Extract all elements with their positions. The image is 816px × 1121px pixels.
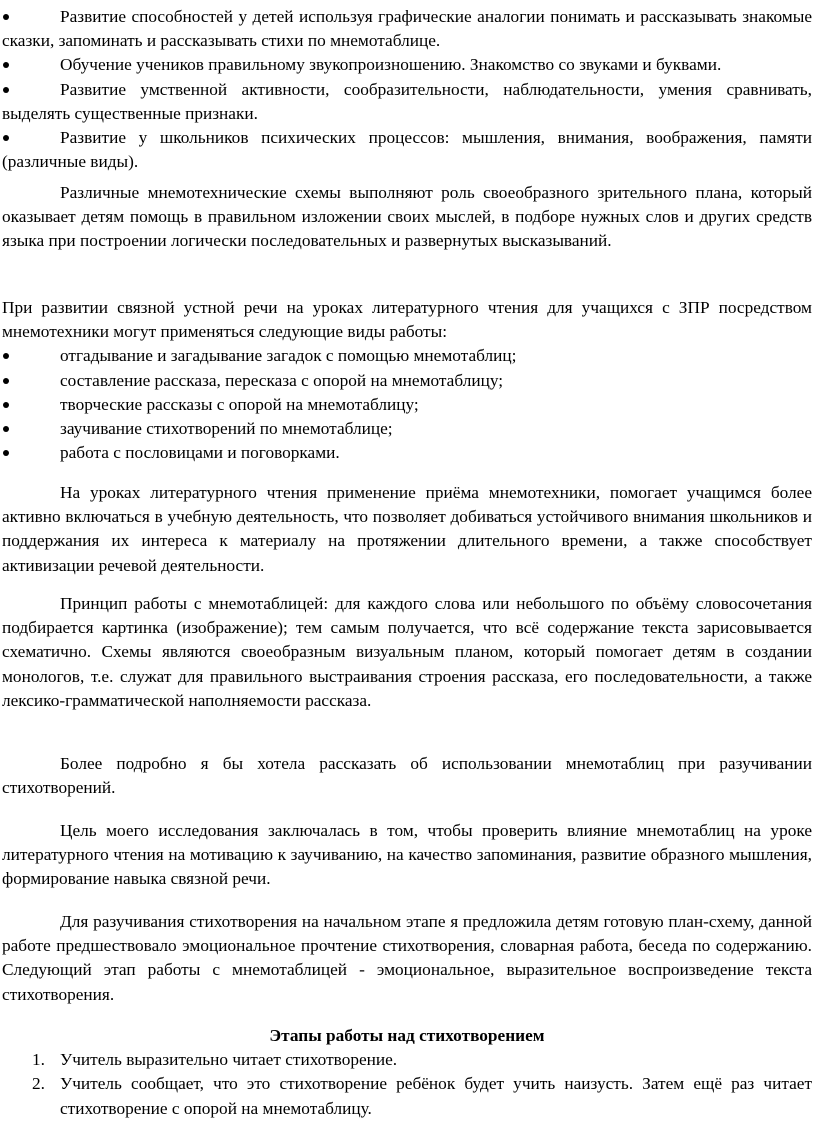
works-list xyxy=(2,344,812,465)
list-item: составление рассказа, пересказа с опорой на мнемотаблицу; xyxy=(2,369,812,393)
bullet-icon xyxy=(3,62,9,68)
list-item: отгадывание и загадывание загадок с помощью мнемотаблиц; xyxy=(2,344,812,368)
list-item: работа с пословицами и поговорками. xyxy=(2,441,812,465)
list-item: заучивание стихотворений по мнемотаблице; xyxy=(2,417,812,441)
list-item: 1. Учитель выразительно читает стихотворение. xyxy=(32,1050,398,1070)
list-item: Обучение учеников правильному звукопроизношению. Знакомство со звуками и буквами. xyxy=(2,53,812,77)
goals-list xyxy=(2,5,812,174)
paragraph-more: Более подробно я бы хотела рассказать об использовании мнемотаблиц при разучивании стихотворений. xyxy=(2,754,812,798)
bullet-icon xyxy=(3,87,9,93)
bullet-icon xyxy=(3,426,9,432)
paragraph-goal: Цель моего исследования заключалась в том, чтобы проверить влияние мнемотаблиц на уроке литературного чтения на мотивацию к заучиванию, на качество запоминания, развитие образного мышления, формирование навыка связной речи. xyxy=(2,821,812,889)
stages-heading: Этапы работы над стихотворением xyxy=(269,1026,545,1045)
list-item: Развитие умственной активности, сообразительности, наблюдательности, умения сравнивать, выделять существенные признаки. xyxy=(2,79,812,123)
list-item: Развитие способностей у детей используя графические аналогии понимать и рассказывать знакомые сказки, запоминать и рассказывать стихи по мнемотаблице. xyxy=(2,7,812,51)
stages-list xyxy=(2,1048,812,1121)
bullet-icon xyxy=(3,450,9,456)
bullet-icon xyxy=(3,378,9,384)
paragraph-learning: Для разучивания стихотворения на начальном этапе я предложила детям готовую план-схему, данной работе предшествовало эмоциональное прочтение стихотворения, словарная работа, беседа по содержанию. Следующий этап работы с мнемотаблицей - эмоциональное, выразительное воспроизведение текста стихотворения. xyxy=(2,912,812,1004)
list-item: Развитие у школьников психических процессов: мышления, внимания, воображения, памяти (различные виды). xyxy=(2,128,812,172)
bullet-icon xyxy=(3,135,9,141)
bullet-icon xyxy=(3,14,9,20)
paragraph-principle: Принцип работы с мнемотаблицей: для каждого слова или небольшого по объёму словосочетания подбирается картинка (изображение); тем самым получается, что всё содержание текста зарисовывается схематично. Схемы являются своеобразным визуальным планом, который помогает детям в создании монологов, т.е. служат для правильного выстраивания строения рассказа, его последовательности, а также лексико-грамматической наполняемости рассказа. xyxy=(2,594,812,710)
goals-list-block xyxy=(2,5,812,174)
list-item: 2. Учитель сообщает, что это стихотворение ребёнок будет учить наизусть. Затем ещё раз читает стихотворение с опорой на мнемотаблицу. xyxy=(32,1074,812,1118)
paragraph-schemes: Различные мнемотехнические схемы выполняют роль своеобразного зрительного плана, который оказывает детям помощь в правильном изложении своих мыслей, в подборе нужных слов и других средств языка при построении логически последовательных и развернутых высказываний. xyxy=(2,183,812,251)
bullet-icon xyxy=(3,402,9,408)
list-item: творческие рассказы с опорой на мнемотаблицу; xyxy=(2,393,812,417)
paragraph-works-intro: При развитии связной устной речи на уроках литературного чтения для учащихся с ЗПР посредством мнемотехники могут применяться следующие виды работы: xyxy=(2,298,812,342)
paragraph-lessons: На уроках литературного чтения применение приёма мнемотехники, помогает учащимся более активно включаться в учебную деятельность, что позволяет добиваться устойчивого внимания школьников и поддержания их интереса к материалу на протяжении длительного времени, а также способствует активизации речевой деятельности. xyxy=(2,483,812,575)
bullet-icon xyxy=(3,353,9,359)
